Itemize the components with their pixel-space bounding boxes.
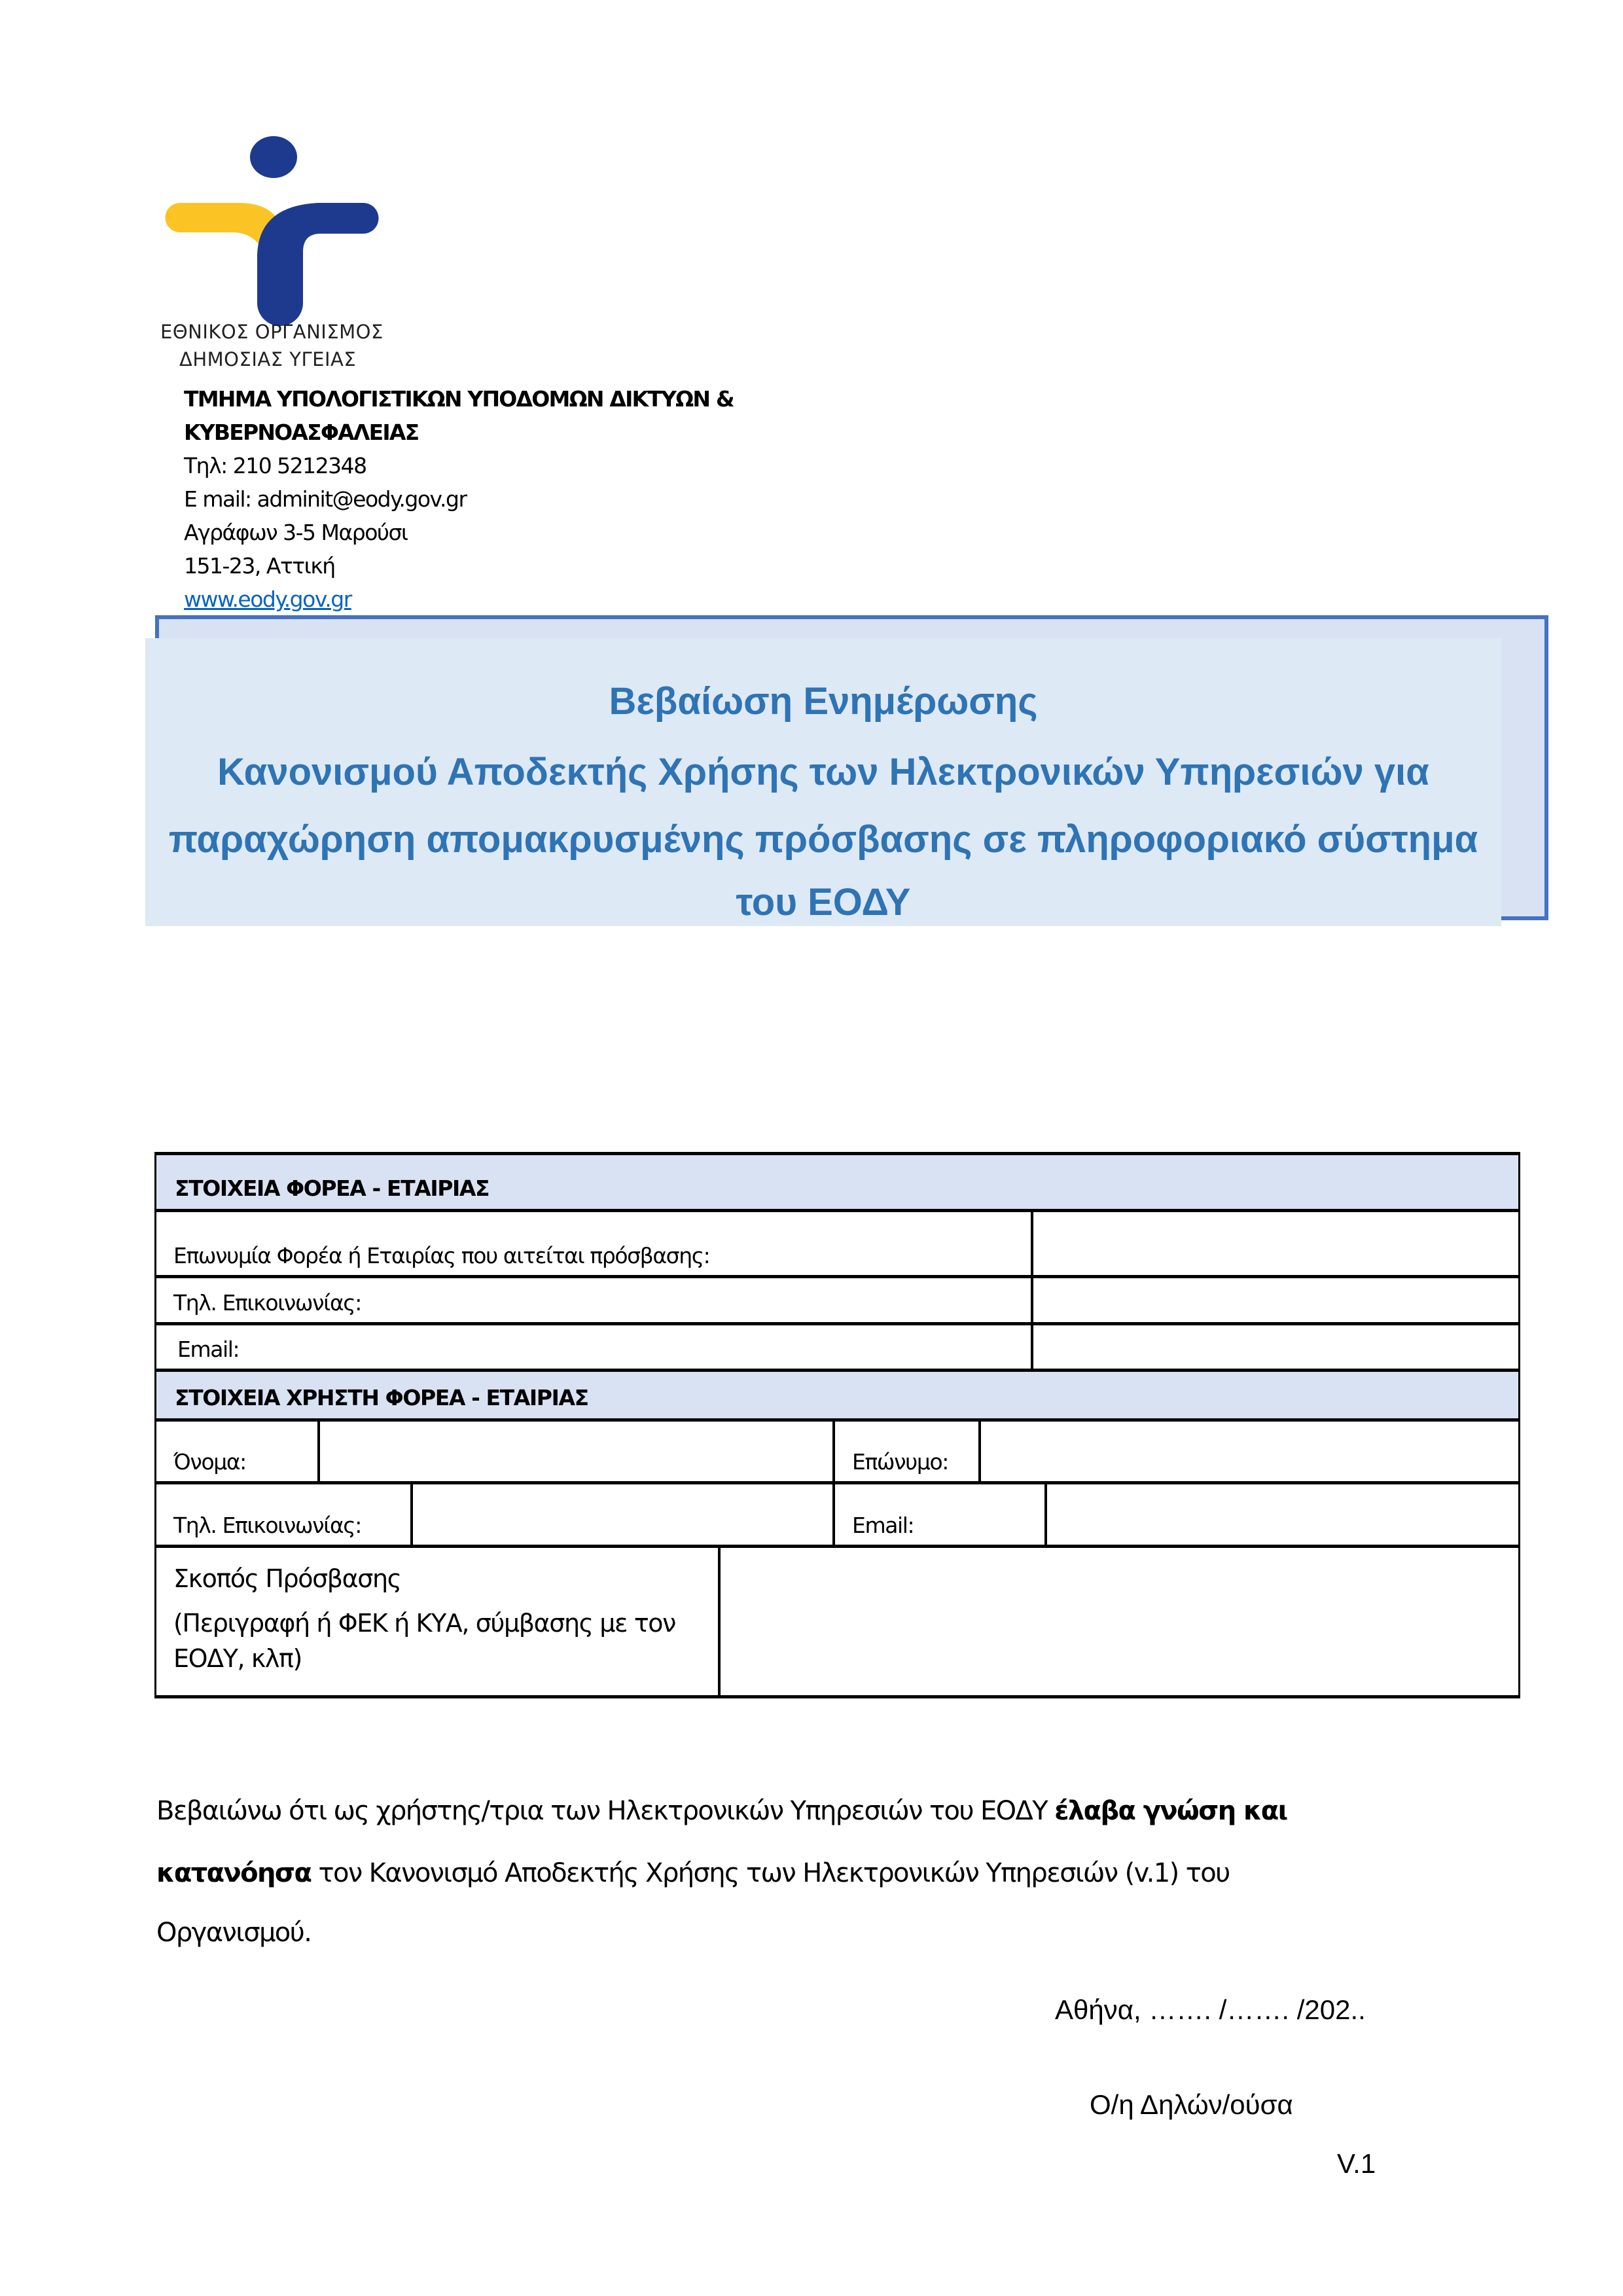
title-line-1: Βεβαίωση Ενημέρωσης — [609, 680, 1038, 723]
org-phone-label: Τηλ. Επικοινωνίας: — [156, 1278, 1033, 1322]
logo-text-line2: ΔΗΜΟΣΙΑΣ ΥΓΕΙΑΣ — [179, 348, 357, 370]
access-form-table — [154, 1152, 1520, 1698]
user-email-label: Email: — [835, 1484, 1047, 1545]
purpose-label-cell — [156, 1548, 721, 1695]
department-name-line1: ΤΜΗΜΑ ΥΠΟΛΟΓΙΣΤΙΚΩΝ ΥΠΟΔΟΜΩΝ ΔΙΚΤΥΩΝ & — [184, 386, 734, 412]
user-contact-row — [154, 1484, 1520, 1548]
org-name-row — [154, 1212, 1520, 1278]
user-phone-label: Τηλ. Επικοινωνίας: — [156, 1484, 413, 1545]
declaration-line-2 — [156, 1858, 1230, 1888]
department-postal: 151-23, Αττική — [184, 553, 335, 579]
department-name-line2: ΚΥΒΕΡΝΟΑΣΦΑΛΕΙΑΣ — [184, 420, 419, 445]
department-address: Αγράφων 3-5 Μαρούσι — [184, 520, 408, 545]
last-name-input[interactable] — [981, 1422, 1518, 1481]
declaration-line-1-bold: έλαβα γνώση και — [1054, 1796, 1287, 1826]
section-header-organization — [154, 1152, 1520, 1212]
declaration-line-3-text: Οργανισμού. — [156, 1918, 312, 1948]
declaration-line-1-text: Βεβαιώνω ότι ως χρήστης/τρια των Ηλεκτρονικών Υπηρεσιών του ΕΟΔΥ — [156, 1796, 1055, 1826]
last-name-label: Επώνυμο: — [835, 1422, 981, 1481]
section-header-organization-label: ΣΤΟΙΧΕΙΑ ΦΟΡΕΑ - ΕΤΑΙΡΙΑΣ — [175, 1175, 490, 1201]
department-phone: Τηλ: 210 5212348 — [184, 453, 366, 478]
logo-text-line1: ΕΘΝΙΚΟΣ ΟΡΓΑΝΙΣΜΟΣ — [160, 321, 383, 343]
org-email-input[interactable] — [1033, 1325, 1518, 1369]
user-phone-input[interactable] — [413, 1484, 835, 1545]
purpose-input[interactable] — [721, 1548, 1518, 1695]
declaration-line-1 — [156, 1796, 1287, 1826]
purpose-row — [154, 1548, 1520, 1698]
purpose-hint: (Περιγραφή ή ΦΕΚ ή ΚΥΑ, σύμβασης με τον ΕΟΔΥ, κλπ) — [173, 1609, 675, 1673]
declaration-line-3 — [156, 1918, 311, 1948]
user-name-row — [154, 1422, 1520, 1484]
org-name-label: Επωνυμία Φορέα ή Εταιρίας που αιτείται πρόσβασης: — [156, 1212, 1033, 1275]
section-header-user — [154, 1372, 1520, 1422]
signer-label: Ο/η Δηλών/ούσα — [1090, 2089, 1293, 2120]
title-line-2: Κανονισμού Αποδεκτής Χρήσης των Ηλεκτρονικών Υπηρεσιών για — [217, 751, 1429, 793]
org-email-label: Email: — [156, 1325, 1033, 1369]
logo-head — [250, 136, 297, 178]
department-website-link[interactable]: www.eody.gov.gr — [184, 586, 351, 612]
org-phone-input[interactable] — [1033, 1278, 1518, 1322]
date-line: Αθήνα, ……. /……. /202.. — [1055, 1994, 1366, 2025]
logo-blue-body — [257, 203, 379, 326]
org-name-input[interactable] — [1033, 1212, 1518, 1275]
title-line-4: του ΕΟΔΥ — [736, 881, 911, 924]
declaration-line-2-text: τον Κανονισμό Αποδεκτής Χρήσης των Ηλεκτρονικών Υπηρεσιών (v.1) του — [311, 1858, 1230, 1888]
section-header-user-label: ΣΤΟΙΧΕΙΑ ΧΡΗΣΤΗ ΦΟΡΕΑ - ΕΤΑΙΡΙΑΣ — [175, 1385, 588, 1410]
purpose-label: Σκοπός Πρόσβασης — [173, 1564, 401, 1593]
user-email-input[interactable] — [1047, 1484, 1518, 1545]
eody-logo — [160, 134, 396, 343]
eody-logo-icon — [160, 134, 396, 331]
title-line-3: παραχώρηση απομακρυσμένης πρόσβασης σε πληροφοριακό σύστημα — [168, 818, 1478, 861]
org-email-row — [154, 1325, 1520, 1372]
org-phone-row — [154, 1278, 1520, 1325]
department-email: E mail: adminit@eody.gov.gr — [184, 486, 467, 512]
first-name-label: Όνομα: — [156, 1422, 320, 1481]
department-website-wrap — [184, 586, 351, 613]
declaration-line-2-bold: κατανόησα — [156, 1858, 312, 1888]
first-name-input[interactable] — [320, 1422, 835, 1481]
version-label: V.1 — [1337, 2148, 1376, 2179]
